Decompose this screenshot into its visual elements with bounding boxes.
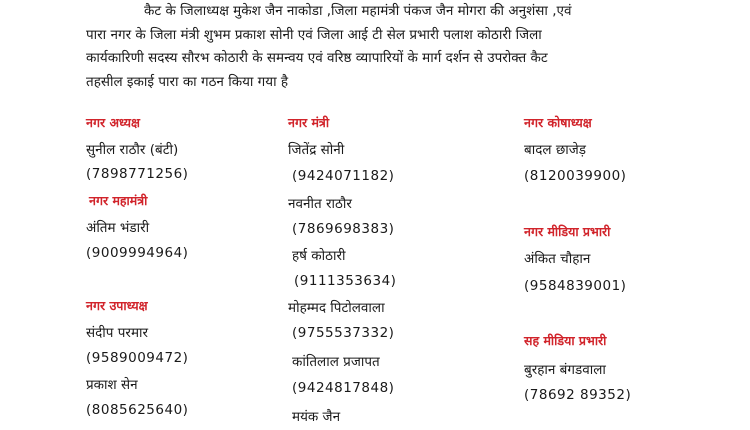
role-heading-nagar-koshadhyaksh: नगर कोषाध्यक्ष [524, 115, 592, 130]
member-phone: (9111353634) [294, 273, 397, 289]
member-phone: (8085625640) [86, 402, 189, 418]
member-phone: (9009994964) [86, 245, 189, 261]
intro-line-4: तहसील इकाई पारा का गठन किया गया है [86, 73, 289, 90]
intro-line-1: कैट के जिलाध्यक्ष मुकेश जैन नाकोडा ,जिला महामंत्री पंकज जैन मोगरा की अनुशंसा ,एवं [144, 3, 572, 19]
member-name: मयंक जैन [292, 409, 341, 425]
role-heading-nagar-adhyaksh: नगर अध्यक्ष [86, 115, 140, 130]
intro-paragraph [86, 0, 706, 94]
member-phone: (7898771256) [86, 166, 189, 182]
role-heading-nagar-upadhyaksh: नगर उपाध्यक्ष [86, 298, 148, 313]
member-name: संदीप परमार [86, 325, 149, 341]
intro-line-2: पारा नगर के जिला मंत्री शुभम प्रकाश सोनी एवं जिला आई टी सेल प्रभारी पलाश कोठारी जिला [86, 26, 542, 43]
intro-line-3: कार्यकारिणी सदस्य सौरभ कोठारी के समन्वय एवं वरिष्ठ व्यापारियों के मार्ग दर्शन से उपरोक्त कैट [86, 50, 548, 66]
member-name: मोहम्मद पिटोलवाला [288, 300, 385, 316]
member-phone: (78692 89352) [524, 387, 632, 403]
member-name: बुरहान बंगडवाला [524, 362, 606, 378]
member-phone: (7869698383) [292, 221, 395, 237]
member-name: अंकित चौहान [524, 251, 591, 267]
member-phone: (9424071182) [292, 168, 395, 184]
member-phone: (9424817848) [292, 380, 395, 396]
member-name: हर्ष कोठारी [292, 248, 346, 264]
member-name: कांतिलाल प्रजापत [292, 354, 380, 370]
member-name: प्रकाश सेन [86, 377, 138, 393]
role-heading-nagar-mantri: नगर मंत्री [288, 115, 330, 130]
member-phone: (9589009472) [86, 350, 189, 366]
member-name: नवनीत राठौर [288, 196, 352, 212]
member-name: सुनील राठौर (बंटी) [86, 142, 179, 158]
member-phone: (8120039900) [524, 168, 627, 184]
role-heading-nagar-mahamantri: नगर महामंत्री [89, 193, 148, 208]
member-phone: (9584839001) [524, 278, 627, 294]
member-phone: (9755537332) [292, 325, 395, 341]
role-heading-sah-media-prabhari: सह मीडिया प्रभारी [524, 333, 607, 348]
role-heading-nagar-media-prabhari: नगर मीडिया प्रभारी [524, 224, 611, 239]
member-name: बादल छाजेड़ [524, 142, 587, 158]
member-name: अंतिम भंडारी [86, 220, 150, 236]
member-name: जितेंद्र सोनी [288, 142, 345, 158]
